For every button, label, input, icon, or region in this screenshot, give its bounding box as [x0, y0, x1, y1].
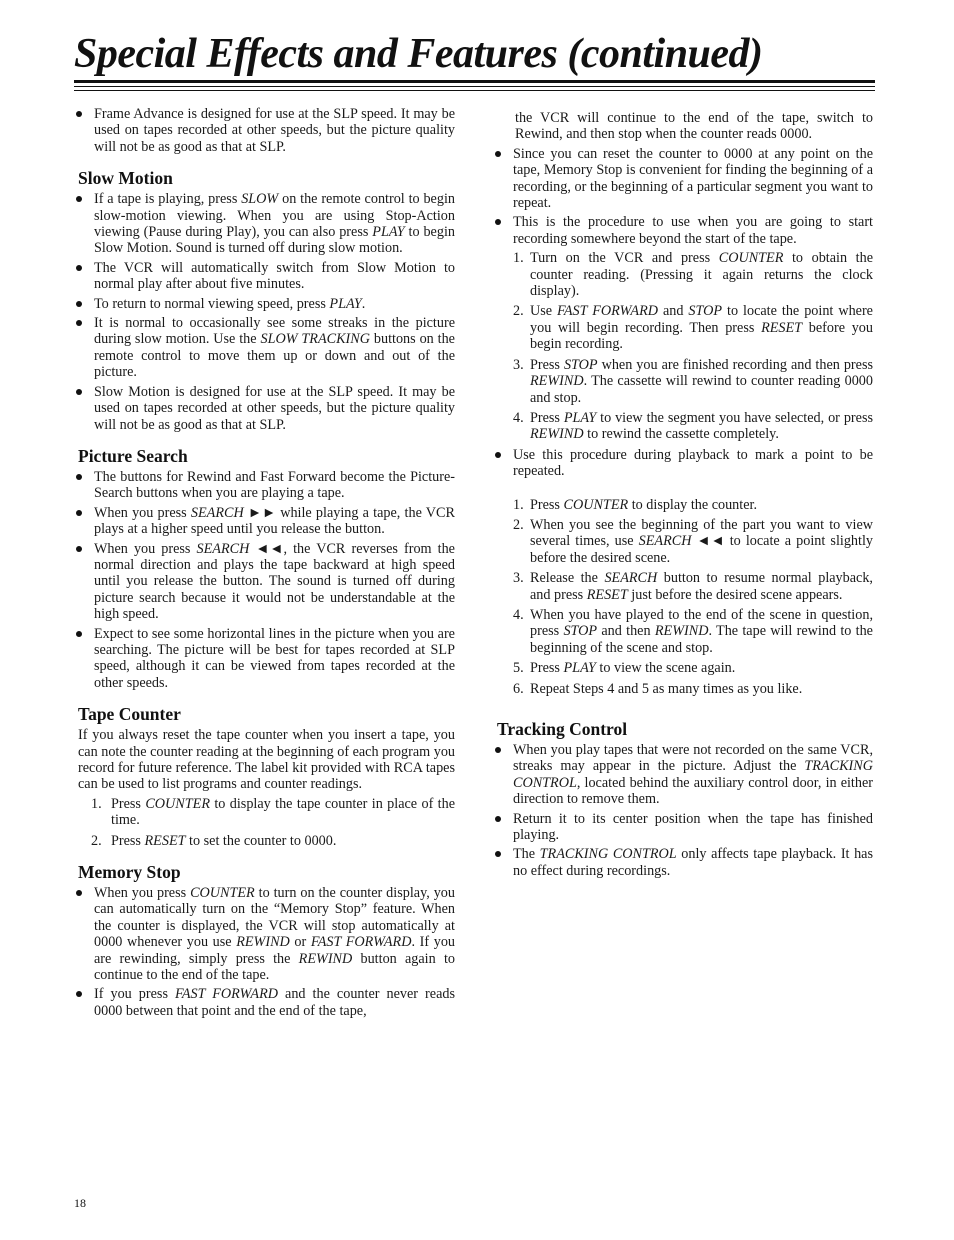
tracking-control-list	[493, 742, 873, 879]
playback-marker-list	[493, 447, 873, 480]
list-item: 2. Use FAST FORWARD and STOP to locate the point where you will begin recording. Then press RESET before you begin recording.	[513, 303, 873, 353]
right-column	[493, 110, 873, 882]
tape-counter-heading: Tape Counter	[78, 704, 181, 725]
memory-stop-continued: the VCR will continue to the end of the tape, switch to Rewind, and then stop when the counter reads 0000.	[515, 110, 873, 143]
left-column	[74, 106, 455, 1022]
list-item: When you press SEARCH ►► while playing a tape, the VCR plays at a higher speed until you release the button.	[74, 505, 455, 538]
list-item: Frame Advance is designed for use at the SLP speed. It may be used on tapes recorded at other speeds, but the picture quality will not be as good as that at SLP.	[74, 106, 455, 155]
picture-search-list	[74, 469, 455, 691]
list-item: 4. When you have played to the end of the scene in question, press STOP and then REWIND. The tape will rewind to the beginning of the scene and stop.	[513, 606, 873, 656]
list-item: 5. Press PLAY to view the scene again.	[513, 660, 736, 677]
list-item: 1. Press COUNTER to display the tape counter in place of the time.	[91, 795, 455, 829]
list-item: 4. Press PLAY to view the segment you have selected, or press REWIND to rewind the cassette completely.	[513, 409, 873, 443]
memory-stop-heading: Memory Stop	[78, 862, 181, 883]
list-item: The VCR will automatically switch from Slow Motion to normal play after about five minutes.	[74, 260, 455, 293]
list-item: The TRACKING CONTROL only affects tape playback. It has no effect during recordings.	[493, 846, 873, 879]
list-item: To return to normal viewing speed, press PLAY.	[74, 296, 455, 312]
memory-stop-list	[74, 885, 455, 1019]
list-item: When you press COUNTER to turn on the counter display, you can automatically turn on the “Memory Stop” feature. When the counter is displayed, the VCR will stop automatically at 0000 whenever you use REWIND or FAST FORWARD. If you are rewinding, simply press the REWIND button again to continue to the end of the tape.	[74, 885, 455, 983]
list-item: Since you can reset the counter to 0000 at any point on the tape, Memory Stop is convenient for finding the beginning of a recording, or the beginning of a particular segment you want to repeat.	[493, 146, 873, 212]
tape-counter-steps	[74, 796, 455, 849]
memory-stop-list-continued	[493, 146, 873, 247]
list-item: 6. Repeat Steps 4 and 5 as many times as you like.	[513, 680, 803, 697]
list-item: It is normal to occasionally see some streaks in the picture during slow motion. Use the SLOW TRACKING buttons on the remote control to move them up or down and out of the picture.	[74, 315, 455, 381]
list-item: 3. Press STOP when you are finished recording and then press REWIND. The cassette will rewind to counter reading 0000 and stop.	[513, 356, 873, 406]
list-item: When you press SEARCH ◄◄, the VCR reverses from the normal direction and plays the tape backward at high speed until you release the button. The sound is turned off during picture search because it would not be understandable at the high speed.	[74, 541, 455, 623]
recording-steps	[493, 250, 873, 442]
playback-steps	[493, 497, 873, 697]
list-item: The buttons for Rewind and Fast Forward become the Picture-Search buttons when you are playing a tape.	[74, 469, 455, 502]
title-rule	[74, 80, 875, 91]
list-item: Expect to see some horizontal lines in the picture when you are searching. The picture will be best for tapes recorded at SLP speed, although it can be viewed from tapes recorded at the other speeds.	[74, 626, 455, 692]
tape-counter-paragraph: If you always reset the tape counter when you insert a tape, you can note the counter reading at the beginning of each program you record for future reference. The label kit provided with RCA tapes can be used to list programs and counter readings.	[78, 727, 456, 793]
list-item: If you press FAST FORWARD and the counter never reads 0000 between that point and the end of the tape,	[74, 986, 455, 1019]
list-item: 1. Press COUNTER to display the counter.	[513, 496, 757, 513]
list-item: If a tape is playing, press SLOW on the remote control to begin slow-motion viewing. When you are using Stop-Action viewing (Pause during Play), you can also press PLAY to begin Slow Motion. Sound is turned off during slow motion.	[74, 191, 455, 257]
list-item: 1. Turn on the VCR and press COUNTER to obtain the counter reading. (Pressing it again returns the clock display).	[513, 250, 873, 300]
list-item: Use this procedure during playback to mark a point to be repeated.	[493, 447, 873, 480]
page-title: Special Effects and Features (continued)	[74, 31, 763, 77]
slow-motion-heading: Slow Motion	[78, 168, 173, 189]
tracking-control-heading: Tracking Control	[497, 719, 628, 739]
page-number: 18	[74, 1196, 86, 1210]
list-item: Return it to its center position when the tape has finished playing.	[493, 811, 873, 844]
list-item: 2. Press RESET to set the counter to 0000.	[91, 832, 337, 849]
picture-search-heading: Picture Search	[78, 445, 188, 466]
slow-motion-list	[74, 191, 455, 433]
list-item: 3. Release the SEARCH button to resume normal playback, and press RESET just before the desired scene appears.	[513, 570, 873, 603]
list-item: When you play tapes that were not recorded on the same VCR, streaks may appear in the picture. Adjust the TRACKING CONTROL, located behind the auxiliary control door, in either direction to remove them.	[493, 742, 873, 808]
list-item: Slow Motion is designed for use at the SLP speed. It may be used on tapes recorded at other speeds, but the picture quality will not be as good as that at SLP.	[74, 384, 455, 433]
list-item: 2. When you see the beginning of the part you want to view several times, use SEARCH ◄◄ to locate a point slightly before the desired scene.	[513, 516, 873, 566]
frame-advance-list	[74, 106, 455, 155]
list-item: This is the procedure to use when you are going to start recording somewhere beyond the start of the tape.	[493, 214, 873, 247]
